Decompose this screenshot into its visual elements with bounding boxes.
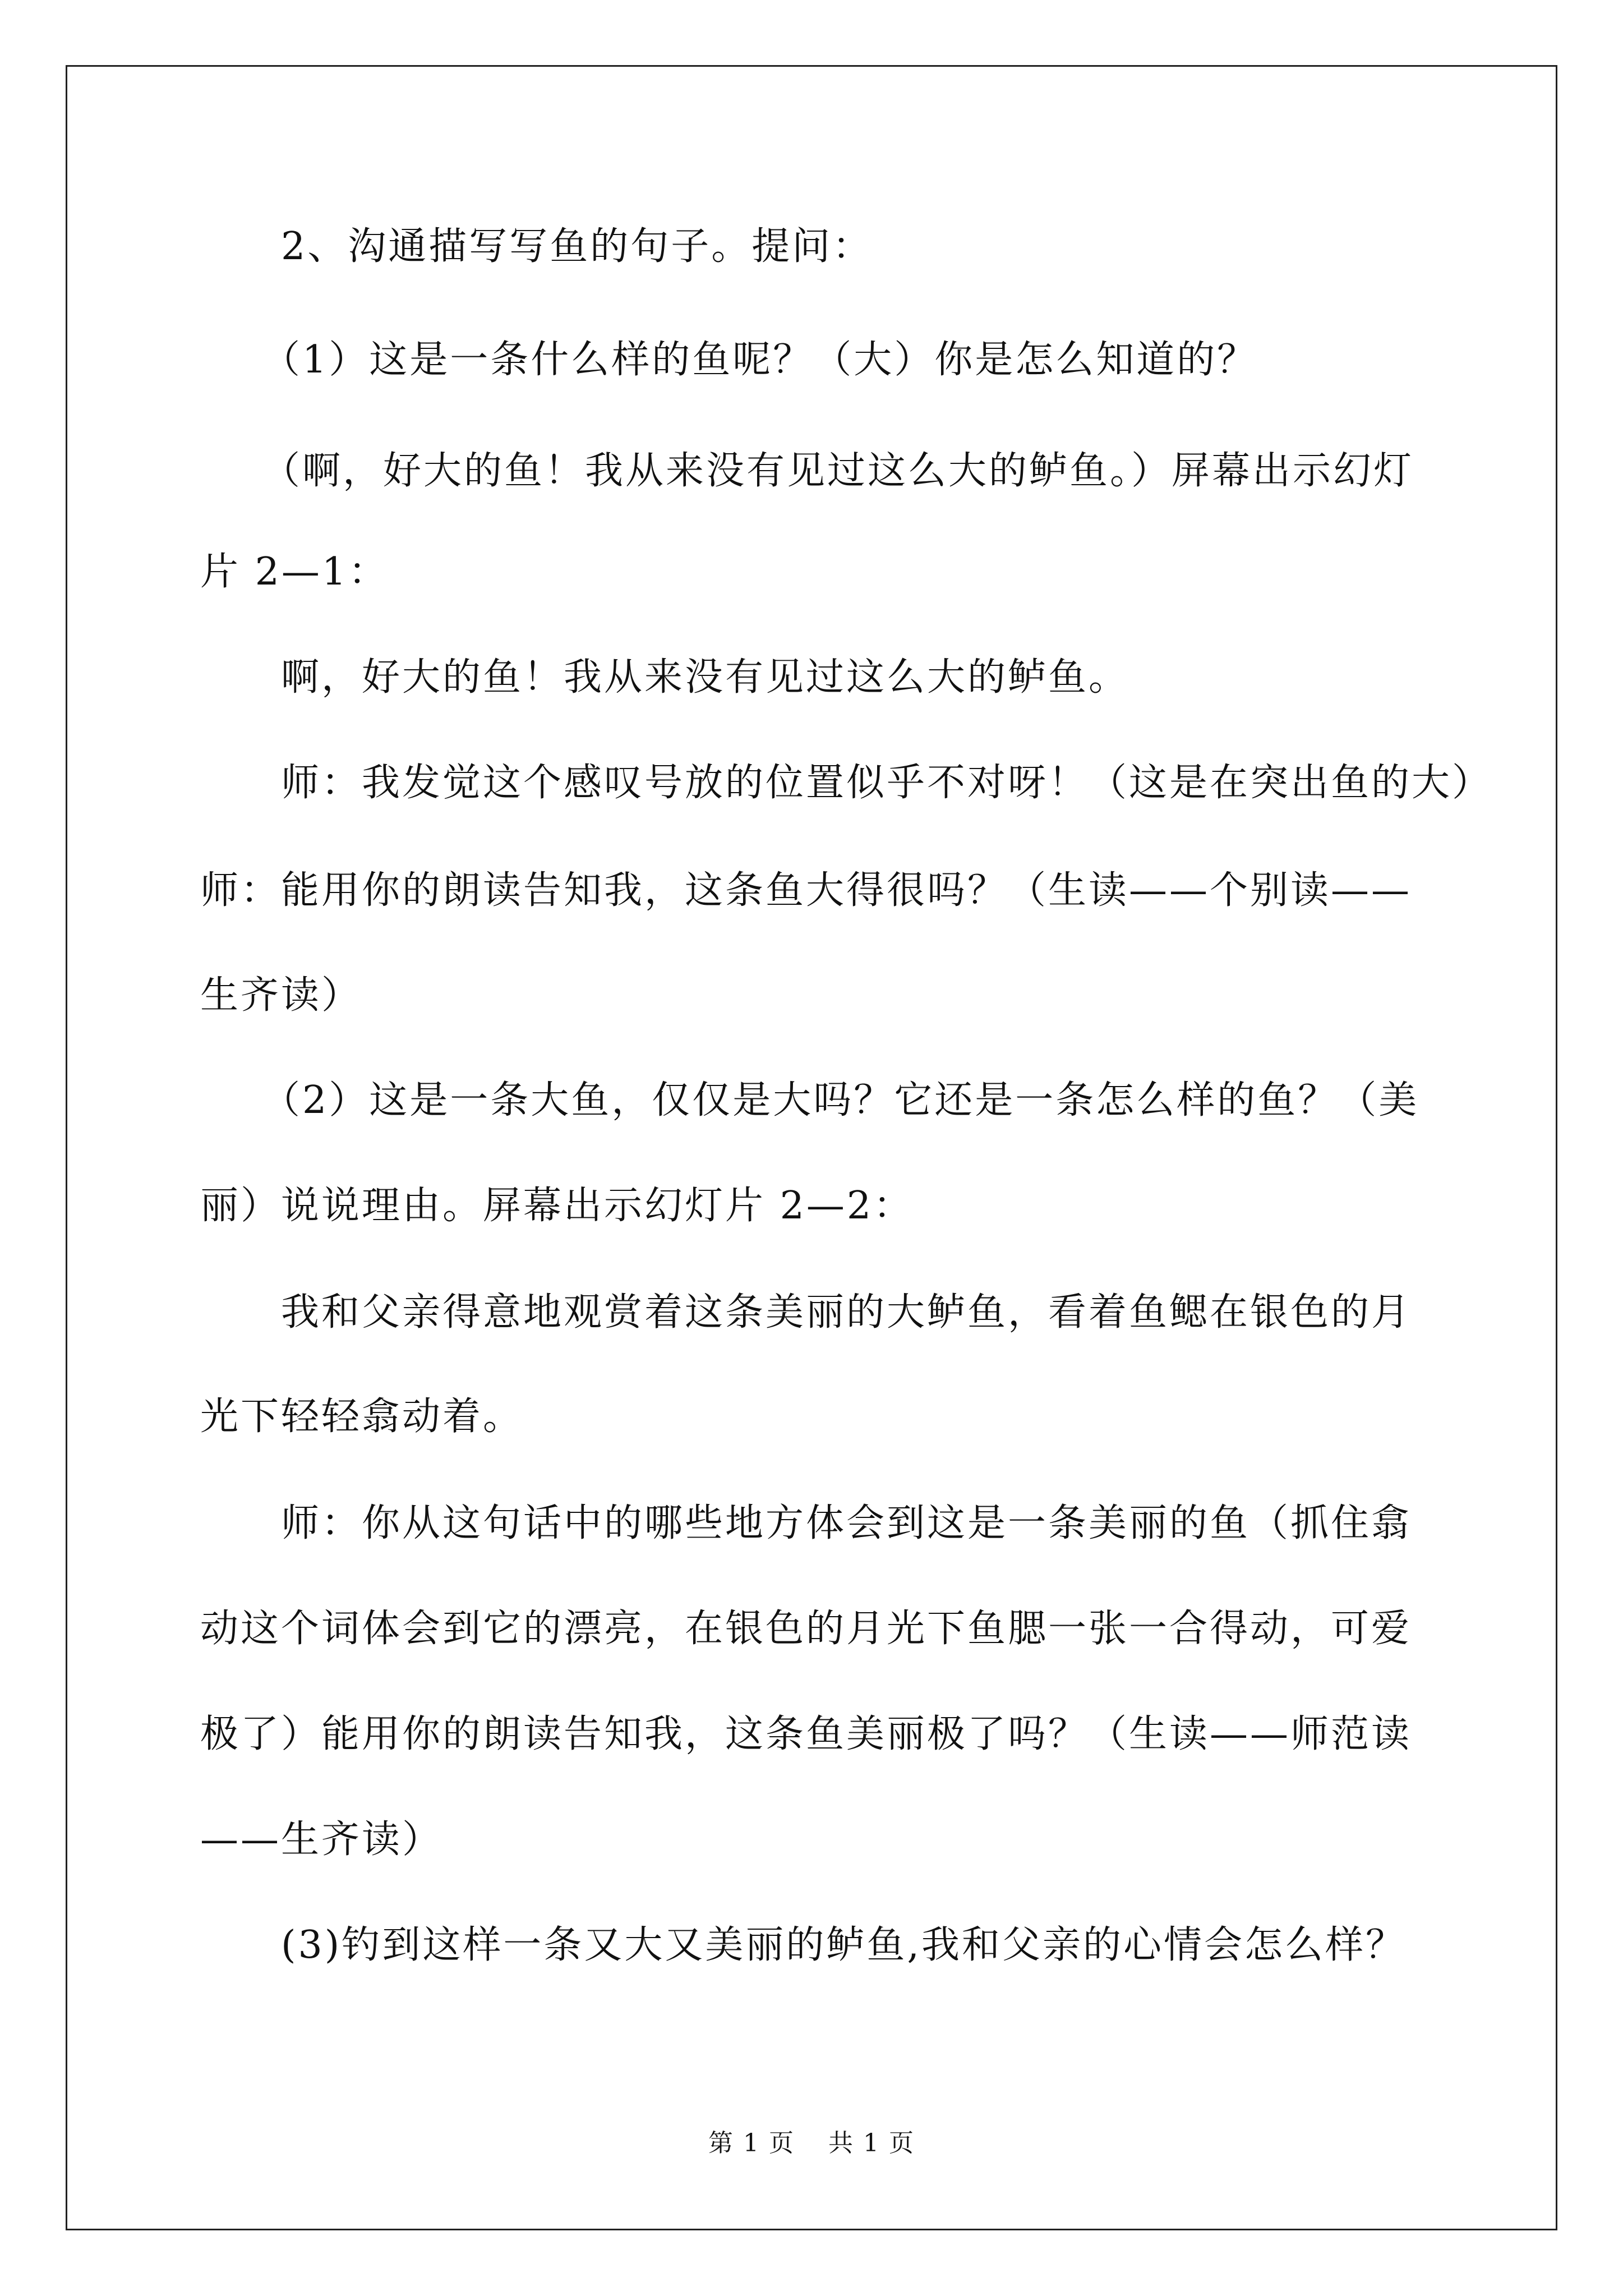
paragraph-line: 片 2—1： (200, 550, 389, 594)
paragraph-line: (3)钓到这样一条又大又美丽的鲈鱼,我和父亲的心情会怎么样？ (200, 1923, 1406, 1967)
paragraph-line: 师：你从这句话中的哪些地方体会到这是一条美丽的鱼（抓住翕 (200, 1501, 1412, 1545)
paragraph-line: 动这个词体会到它的漂亮，在银色的月光下鱼腮一张一合得动，可爱 (200, 1607, 1412, 1651)
paragraph-line: 我和父亲得意地观赏着这条美丽的大鲈鱼，看着鱼鳃在银色的月 (200, 1290, 1412, 1335)
paragraph-line: 2、沟通描写写鱼的句子。提问： (200, 224, 873, 269)
paragraph-line: 啊，好大的鱼！我从来没有见过这么大的鲈鱼。 (200, 655, 1129, 700)
paragraph-line: （啊，好大的鱼！我从来没有见过这么大的鲈鱼。）屏幕出示幻灯 (200, 449, 1414, 493)
paragraph-line: （1）这是一条什么样的鱼呢？（大）你是怎么知道的？ (200, 338, 1258, 382)
paragraph-line: 师：能用你的朗读告知我，这条鱼大得很吗？（生读——个别读—— (200, 868, 1412, 913)
page-border (66, 65, 1557, 2230)
page-footer (0, 2129, 1623, 2158)
paragraph-line: ——生齐读） (200, 1818, 443, 1862)
paragraph-line: 极了）能用你的朗读告知我，这条鱼美丽极了吗？（生读——师范读 (200, 1712, 1412, 1756)
paragraph-line: 师：我发觉这个感叹号放的位置似乎不对呀！（这是在突出鱼的大） (200, 761, 1493, 805)
paragraph-line: 丽）说说理由。屏幕出示幻灯片 2—2： (200, 1184, 914, 1228)
paragraph-line: 光下轻轻翕动着。 (200, 1395, 524, 1439)
page-number-total: 共 1 页 (828, 2129, 915, 2157)
paragraph-line: 生齐读） (200, 973, 362, 1018)
paragraph-line: （2）这是一条大鱼，仅仅是大吗？它还是一条怎么样的鱼？（美 (200, 1078, 1419, 1122)
page-number-current: 第 1 页 (708, 2129, 795, 2157)
